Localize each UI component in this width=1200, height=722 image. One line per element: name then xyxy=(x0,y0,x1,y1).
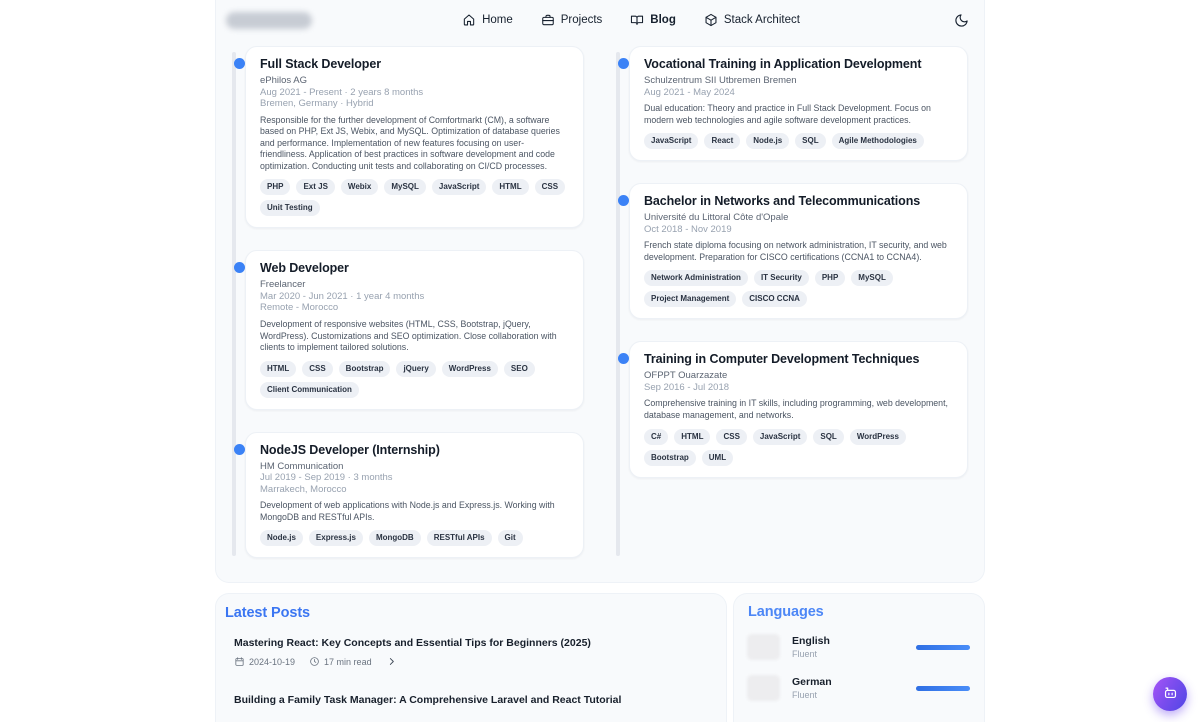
skill-tag: PHP xyxy=(815,270,845,286)
nav-label: Stack Architect xyxy=(723,14,800,26)
flag-image-redacted xyxy=(747,675,780,701)
skill-tag: CSS xyxy=(302,361,332,377)
job-location: Marrakech, Morocco xyxy=(260,483,347,495)
skill-tag: Express.js xyxy=(309,530,363,546)
navbar xyxy=(216,0,984,40)
skill-tag: SQL xyxy=(795,133,825,149)
timeline-dot-icon xyxy=(234,58,245,69)
cube-icon xyxy=(704,13,718,27)
timeline-dot-icon xyxy=(234,262,245,273)
timeline-dot-icon xyxy=(618,195,629,206)
date-range: Jul 2019 - Sep 2019 · 3 months xyxy=(260,472,393,484)
skill-tag: JavaScript xyxy=(644,133,698,149)
education-description: Comprehensive training in IT skills, including programming, web development, database management, and networks. xyxy=(644,398,948,420)
site-logo-redacted[interactable] xyxy=(226,12,312,29)
skill-tag: MongoDB xyxy=(369,530,421,546)
skill-tag: Network Administration xyxy=(644,270,748,286)
job-title: Full Stack Developer xyxy=(260,57,381,71)
skill-tag: WordPress xyxy=(850,429,906,445)
skill-tag: Unit Testing xyxy=(260,200,320,216)
education-card xyxy=(629,46,968,161)
skill-tags xyxy=(644,270,953,307)
language-level: Fluent xyxy=(792,649,818,660)
experience-card xyxy=(245,432,584,559)
skill-tag: Node.js xyxy=(746,133,789,149)
school-name: Université du Littoral Côte d'Opale xyxy=(644,212,789,224)
languages-list xyxy=(747,634,970,701)
nav-link-stack-architect[interactable] xyxy=(704,13,800,27)
skill-tag: PHP xyxy=(260,179,290,195)
job-description: Development of responsive websites (HTML, CSS, Bootstrap, jQuery, WordPress). Customizations and SEO optimization. Close collaboration with clients to implement tailored solutions. xyxy=(260,318,557,353)
date-range: Aug 2021 - Present · 2 years 8 months xyxy=(260,86,424,98)
company-name: Freelancer xyxy=(260,279,306,291)
job-location: Remote - Morocco xyxy=(260,302,339,314)
post-date: 2024-10-19 xyxy=(234,656,295,667)
skill-tag: WordPress xyxy=(442,361,498,377)
company-name: HM Communication xyxy=(260,460,344,472)
dark-mode-toggle[interactable] xyxy=(950,9,972,31)
language-row xyxy=(747,675,970,701)
languages-heading: Languages xyxy=(748,604,824,621)
skill-tag: CSS xyxy=(535,179,565,195)
skill-tag: Webix xyxy=(341,179,378,195)
skill-tags xyxy=(260,179,569,216)
degree-title: Bachelor in Networks and Telecommunications xyxy=(644,194,921,209)
job-location: Bremen, Germany · Hybrid xyxy=(260,98,374,109)
experience-timeline-line xyxy=(232,52,236,556)
language-level: Fluent xyxy=(792,690,818,701)
skill-tag: Agile Methodologies xyxy=(832,133,924,149)
skill-tag: SQL xyxy=(813,429,843,445)
languages-section xyxy=(733,593,985,722)
company-name: ePhilos AG xyxy=(260,75,307,86)
latest-posts-heading: Latest Posts xyxy=(225,605,311,622)
education-card xyxy=(629,183,968,319)
resume-section xyxy=(215,0,985,583)
language-info xyxy=(792,676,832,700)
education-description: French state diploma focusing on network administration, IT security, and web development. Preparation for CISCO certifications (CCNA1 to CCNA4). xyxy=(644,240,947,262)
robot-chat-icon xyxy=(1162,684,1179,704)
skill-tag: React xyxy=(704,133,740,149)
skill-tag: Bootstrap xyxy=(339,361,391,377)
moon-icon xyxy=(954,13,968,27)
experience-card xyxy=(245,250,584,409)
chevron-right-icon[interactable] xyxy=(386,656,397,667)
nav-label: Blog xyxy=(650,14,676,26)
skill-tag: MySQL xyxy=(851,270,893,286)
degree-title: Vocational Training in Application Development xyxy=(644,57,922,71)
calendar-icon xyxy=(234,656,245,667)
date-range: Sep 2016 - Jul 2018 xyxy=(644,381,730,393)
school-name: Schulzentrum SII Utbremen Bremen xyxy=(644,75,797,86)
skill-tag: CISCO CCNA xyxy=(742,291,807,307)
skill-tag: IT Security xyxy=(754,270,809,286)
skill-tag: JavaScript xyxy=(432,179,486,195)
bottom-row xyxy=(215,593,985,722)
skill-tag: UML xyxy=(702,450,733,466)
skill-tags xyxy=(260,530,569,546)
skill-tag: C# xyxy=(644,429,668,445)
skill-tag: Bootstrap xyxy=(644,450,696,466)
skill-tags xyxy=(644,429,953,466)
skill-tag: Git xyxy=(498,530,523,546)
language-progress-bar xyxy=(916,686,970,691)
skill-tag: HTML xyxy=(492,179,528,195)
open-book-icon xyxy=(630,13,644,27)
experience-column xyxy=(232,46,584,558)
education-column xyxy=(616,46,968,558)
school-name: OFPPT Ouarzazate xyxy=(644,370,728,382)
nav-link-blog[interactable] xyxy=(630,13,676,27)
nav-menu xyxy=(462,13,800,27)
post-meta xyxy=(234,656,716,667)
skill-tag: Node.js xyxy=(260,530,303,546)
skill-tag: Project Management xyxy=(644,291,736,307)
nav-link-home[interactable] xyxy=(462,13,513,27)
chat-assistant-button[interactable] xyxy=(1153,677,1187,711)
skill-tag: MySQL xyxy=(384,179,426,195)
skill-tag: RESTful APIs xyxy=(427,530,492,546)
nav-label: Projects xyxy=(560,14,603,26)
skill-tag: CSS xyxy=(716,429,746,445)
latest-posts-section xyxy=(215,593,727,722)
skill-tags xyxy=(260,361,569,398)
skill-tag: HTML xyxy=(260,361,296,377)
skill-tag: Ext JS xyxy=(296,179,334,195)
degree-title: Training in Computer Development Techniques xyxy=(644,352,920,367)
post-item[interactable] xyxy=(234,694,716,707)
posts-list xyxy=(224,637,716,707)
home-icon xyxy=(462,13,476,27)
education-description: Dual education: Theory and practice in Full Stack Development. Focus on modern web technologies and agile software development practices. xyxy=(644,103,931,125)
language-name: German xyxy=(792,676,832,689)
date-range: Aug 2021 - May 2024 xyxy=(644,86,735,98)
job-description: Responsible for the further development of Comfortmarkt (CM), a software based on PHP, Ext JS, Webix, and MySQL. Optimization of database queries and performance. Implementation of new features focusing on user-friendliness. Application of best practices in software development and code optimization. Conducting unit tests and collaborating on CI/CD processes. xyxy=(260,114,560,171)
language-progress-fill xyxy=(916,645,970,650)
job-description: Development of web applications with Node.js and Express.js. Working with MongoDB and RESTful APIs. xyxy=(260,500,555,522)
date-range: Oct 2018 - Nov 2019 xyxy=(644,223,732,235)
language-progress-bar xyxy=(916,645,970,650)
clock-icon xyxy=(309,656,320,667)
skill-tag: Client Communication xyxy=(260,382,359,398)
skill-tag: SEO xyxy=(504,361,535,377)
language-name: English xyxy=(792,635,830,648)
flag-image-redacted xyxy=(747,634,780,660)
nav-link-projects[interactable] xyxy=(541,13,603,27)
skill-tag: jQuery xyxy=(396,361,435,377)
timeline-grid xyxy=(216,40,984,582)
post-title: Mastering React: Key Concepts and Essential Tips for Beginners (2025) xyxy=(234,637,591,650)
education-card xyxy=(629,341,968,477)
briefcase-icon xyxy=(541,13,555,27)
skill-tag: JavaScript xyxy=(753,429,807,445)
timeline-dot-icon xyxy=(618,353,629,364)
language-info xyxy=(792,635,830,659)
experience-card xyxy=(245,46,584,228)
page-content xyxy=(215,0,985,722)
timeline-dot-icon xyxy=(234,444,245,455)
post-read-time: 17 min read xyxy=(309,656,372,667)
post-title: Building a Family Task Manager: A Comprehensive Laravel and React Tutorial xyxy=(234,694,622,707)
language-row xyxy=(747,634,970,660)
education-timeline-line xyxy=(616,52,620,556)
date-range: Mar 2020 - Jun 2021 · 1 year 4 months xyxy=(260,290,425,302)
language-progress-fill xyxy=(916,686,970,691)
job-title: Web Developer xyxy=(260,261,349,276)
nav-label: Home xyxy=(482,14,513,26)
skill-tag: HTML xyxy=(674,429,710,445)
timeline-dot-icon xyxy=(618,58,629,69)
job-title: NodeJS Developer (Internship) xyxy=(260,442,440,457)
post-item[interactable] xyxy=(234,637,716,667)
skill-tags xyxy=(644,133,953,149)
